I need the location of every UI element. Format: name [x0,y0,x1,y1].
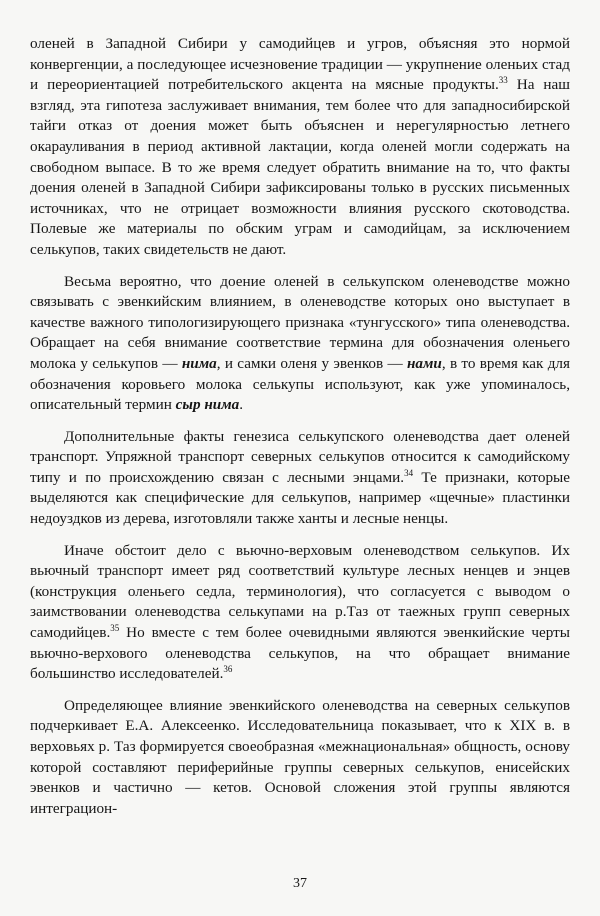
term-emphasis: нима [181,354,217,372]
footnote-ref: 34 [404,467,414,478]
text-run: оленей в Западной Сибири у самодийцев и угров, объясняя это нормой конвергенции, а последующее исчезновение традиции — укрупнение оленьих стад и переориентацией потребительского акцента на мясные продукты. [30,35,570,94]
text-run: Определяющее влияние эвенкийского оленеводства на северных селькупов подчеркивает Е.А. Алексеенко. Исследовательница показывает, что к XIX в. в верховьях р. Таз формируется своеобразная «межнациональная» общность, основу которой составляют периферийные группы северных селькупов, енисейских эвенков и частично — кетов. Основой сложения этой группы являются интеграцион- [30,696,570,817]
text-run: Иначе обстоит дело с вьючно-верховым оленеводством селькупов. Их вьючный транспорт имеет ряд соответствий культуре лесных ненцев и энцев (конструкция оленьего седла, терминология), что согласуется с выводом о заимствовании оленеводства селькупами на р.Таз от таежных групп северных самодийцев. [30,541,570,642]
text-run: , и самки оленя у эвенков — [216,354,407,372]
paragraph-p2 [30,272,570,416]
text-run: Но вместе с тем более очевидными являются эвенкийские черты вьючно-верхового оленеводства селькупов, на что обращает внимание большинство исследователей. [30,624,570,683]
footnote-ref: 33 [498,75,508,86]
text-run: Те признаки, которые выделяются как специфические для селькупов, например «щечные» пластинки недоуздков из дерева, изготовляли также ханты и лесные ненцы. [30,468,571,528]
text-run: . [239,396,244,414]
text-run: , в то время как для обозначения коровьего молока селькупы используют, как уже упоминалось, описательный термин [30,354,570,414]
paragraph-p4 [30,541,570,685]
page-number: 37 [293,876,307,891]
text-run: На наш взгляд, эта гипотеза заслуживает внимания, тем более что для западносибирской тайги отказ от доения может быть объяснен и нерегулярностью летнего окарауливания в период активной лактации, когда оленей могли содержать на свободном выпасе. В то же время следует обратить внимание на то, что факты доения оленей в Западной Сибири зафиксированы только в русских письменных источниках, что не отрицает возможности влияния русского скотоводства. Полевые же материалы по обским уграм и самодийцам, за исключением селькупов, таких свидетельств не дают. [30,76,570,258]
term-emphasis: сыр нима [175,396,240,414]
paragraph-p5 [30,696,570,820]
text-run: Дополнительные факты генезиса селькупского оленеводства дает оленей транспорт. Упряжной транспорт северных селькупов относится к самодийскому типу и по происхождению связан с лесными энцами. [30,427,570,486]
body-text [30,34,570,830]
text-run: Весьма вероятно, что доение оленей в селькупском оленеводстве можно связывать с эвенкийским влиянием, в оленеводстве которых оно выступает в качестве важного типологизирующего признака «тунгусского» типа оленеводства. Обращает на себя внимание соответствие термина для обозначения оленьего молока у селькупов — [30,272,570,372]
paragraph-p3 [30,427,570,530]
footnote-ref: 36 [223,664,233,675]
footnote-ref: 35 [110,623,120,634]
paragraph-p1 [30,34,570,261]
term-emphasis: нами [406,354,442,372]
